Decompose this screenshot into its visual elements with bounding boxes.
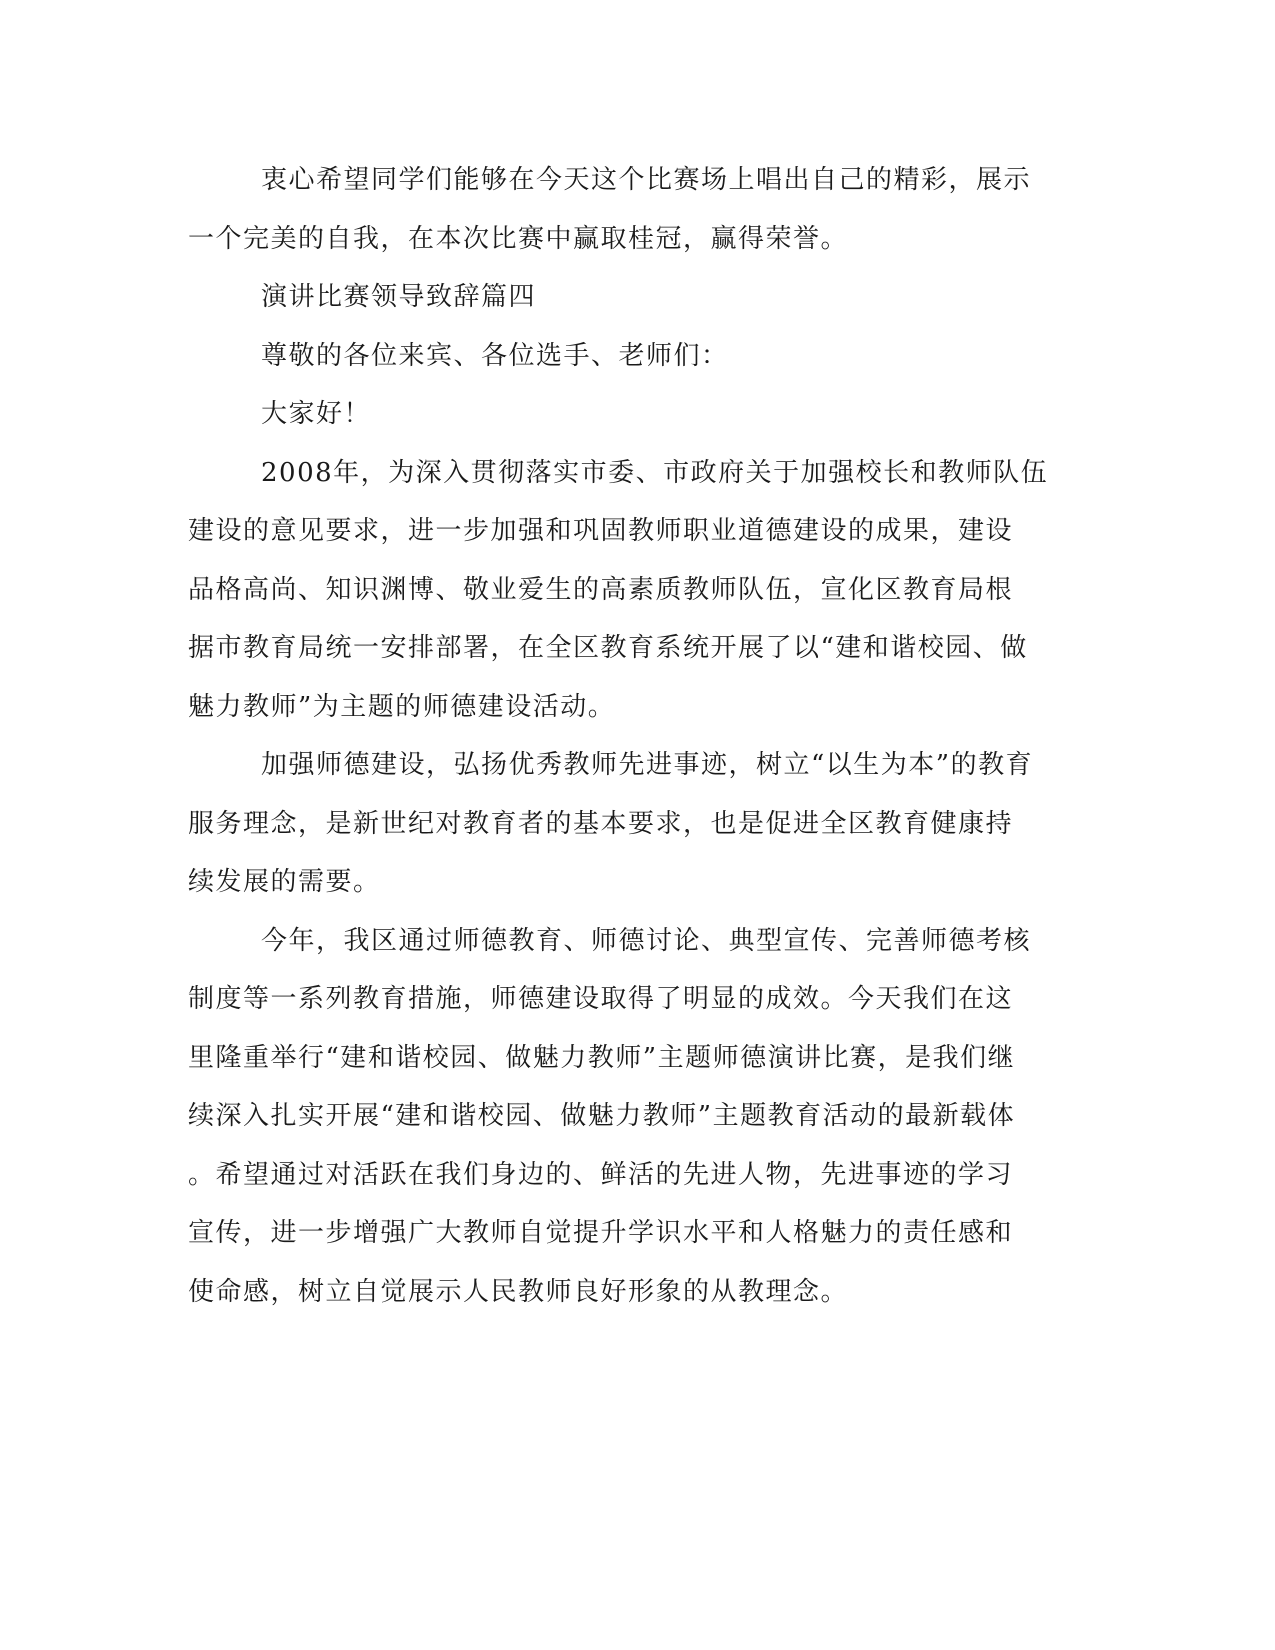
paragraph-line: 魅力教师”为主题的师德建设活动。	[188, 692, 616, 722]
paragraph-line: 品格高尚、知识渊博、敬业爱生的高素质教师队伍，宣化区教育局根	[188, 575, 1014, 605]
paragraph-line: 里隆重举行“建和谐校园、做魅力教师”主题师德演讲比赛，是我们继	[188, 1043, 1016, 1073]
paragraph-line: 。希望通过对活跃在我们身边的、鲜活的先进人物，先进事迹的学习	[188, 1160, 1014, 1190]
section-heading: 演讲比赛领导致辞篇四	[261, 282, 537, 312]
paragraph-line: 今年，我区通过师德教育、师德讨论、典型宣传、完善师德考核	[261, 926, 1032, 956]
greeting: 大家好！	[261, 399, 372, 429]
paragraph-line: 续深入扎实开展“建和谐校园、做魅力教师”主题教育活动的最新载体	[188, 1101, 1016, 1131]
paragraph-line: 一个完美的自我，在本次比赛中赢取桂冠，赢得荣誉。	[188, 224, 849, 254]
paragraph-line: 使命感，树立自觉展示人民教师良好形象的从教理念。	[188, 1277, 849, 1307]
salutation: 尊敬的各位来宾、各位选手、老师们：	[261, 341, 729, 371]
paragraph-line: 2008年，为深入贯彻落实市委、市政府关于加强校长和教师队伍	[261, 458, 1049, 488]
paragraph-line: 建设的意见要求，进一步加强和巩固教师职业道德建设的成果，建设	[188, 516, 1014, 546]
paragraph-line: 续发展的需要。	[188, 867, 381, 897]
paragraph-line: 衷心希望同学们能够在今天这个比赛场上唱出自己的精彩，展示	[261, 165, 1032, 195]
paragraph-line: 加强师德建设，弘扬优秀教师先进事迹，树立“以生为本”的教育	[261, 750, 1034, 780]
paragraph-line: 制度等一系列教育措施，师德建设取得了明显的成效。今天我们在这	[188, 984, 1014, 1014]
paragraph-line: 宣传，进一步增强广大教师自觉提升学识水平和人格魅力的责任感和	[188, 1218, 1014, 1248]
paragraph-line: 服务理念，是新世纪对教育者的基本要求，也是促进全区教育健康持	[188, 809, 1014, 839]
paragraph-line: 据市教育局统一安排部署，在全区教育系统开展了以“建和谐校园、做	[188, 633, 1028, 663]
